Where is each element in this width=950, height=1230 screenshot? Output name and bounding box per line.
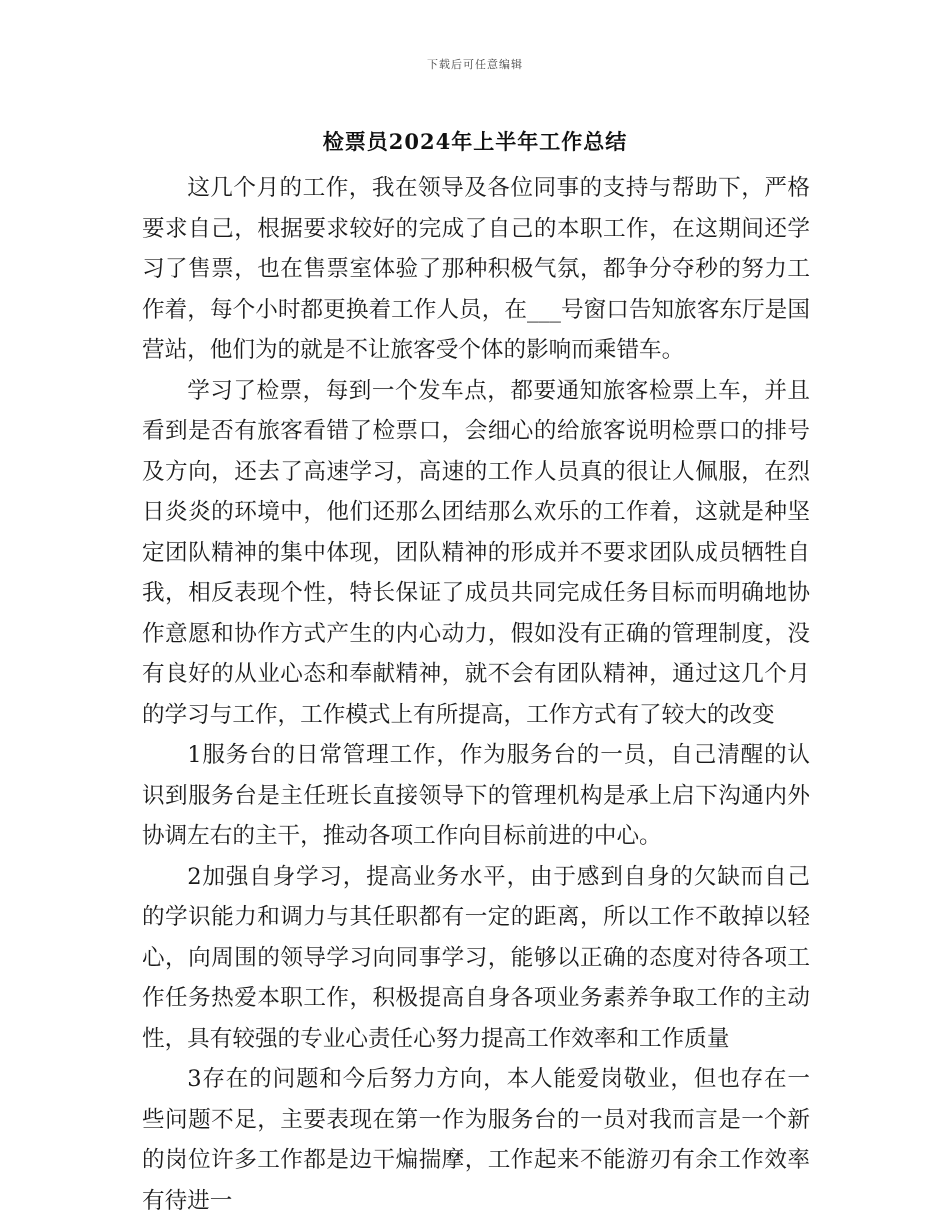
document-title: 检票员2024年上半年工作总结: [322, 129, 628, 154]
paragraph-5: 3存在的问题和今后努力方向，本人能爱岗敬业，但也存在一些问题不足，主要表现在第一作为服务台的一员对我而言是一个新的岗位许多工作都是边干煸揣摩，工作起来不能游刃有余工作效率有待进一: [142, 1066, 810, 1214]
document-body: [142, 168, 810, 1221]
paragraph-4: 2加强自身学习，提高业务水平，由于感到自身的欠缺而自己的学识能力和调力与其任职都有一定的距离，所以工作不敢掉以轻心，向周围的领导学习向同事学习，能够以正确的态度对待各项工作任务热爱本职工作，积极提高自身各项业务素养争取工作的主动性，具有较强的专业心责任心努力提高工作效率和工作质量: [142, 863, 810, 1052]
paragraph-3: 1服务台的日常管理工作，作为服务台的一员，自己清醒的认识到服务台是主任班长直接领导下的管理机构是承上启下沟通内外协调左右的主干，推动各项工作向目标前进的中心。: [142, 742, 810, 849]
paragraph-2: 学习了检票，每到一个发车点，都要通知旅客检票上车，并且看到是否有旅客看错了检票口，会细心的给旅客说明检票口的排号及方向，还去了高速学习，高速的工作人员真的很让人佩服，在烈日炎炎的环境中，他们还那么团结那么欢乐的工作着，这就是种坚定团队精神的集中体现，团队精神的形成并不要求团队成员牺牲自我，相反表现个性，特长保证了成员共同完成任务目标而明确地协作意愿和协作方式产生的内心动力，假如没有正确的管理制度，没有良好的从业心态和奉献精神，就不会有团队精神，通过这几个月的学习与工作，工作模式上有所提高，工作方式有了较大的改变: [142, 377, 810, 728]
header-note: 下载后可任意编辑: [427, 58, 523, 71]
paragraph-1: 这几个月的工作，我在领导及各位同事的支持与帮助下，严格要求自己，根据要求较好的完成了自己的本职工作，在这期间还学习了售票，也在售票室体验了那种积极气氛，都争分夺秒的努力工作着，每个小时都更换着工作人员，在___号窗口告知旅客东厅是国营站，他们为的就是不让旅客受个体的影响而乘错车。: [142, 175, 810, 363]
